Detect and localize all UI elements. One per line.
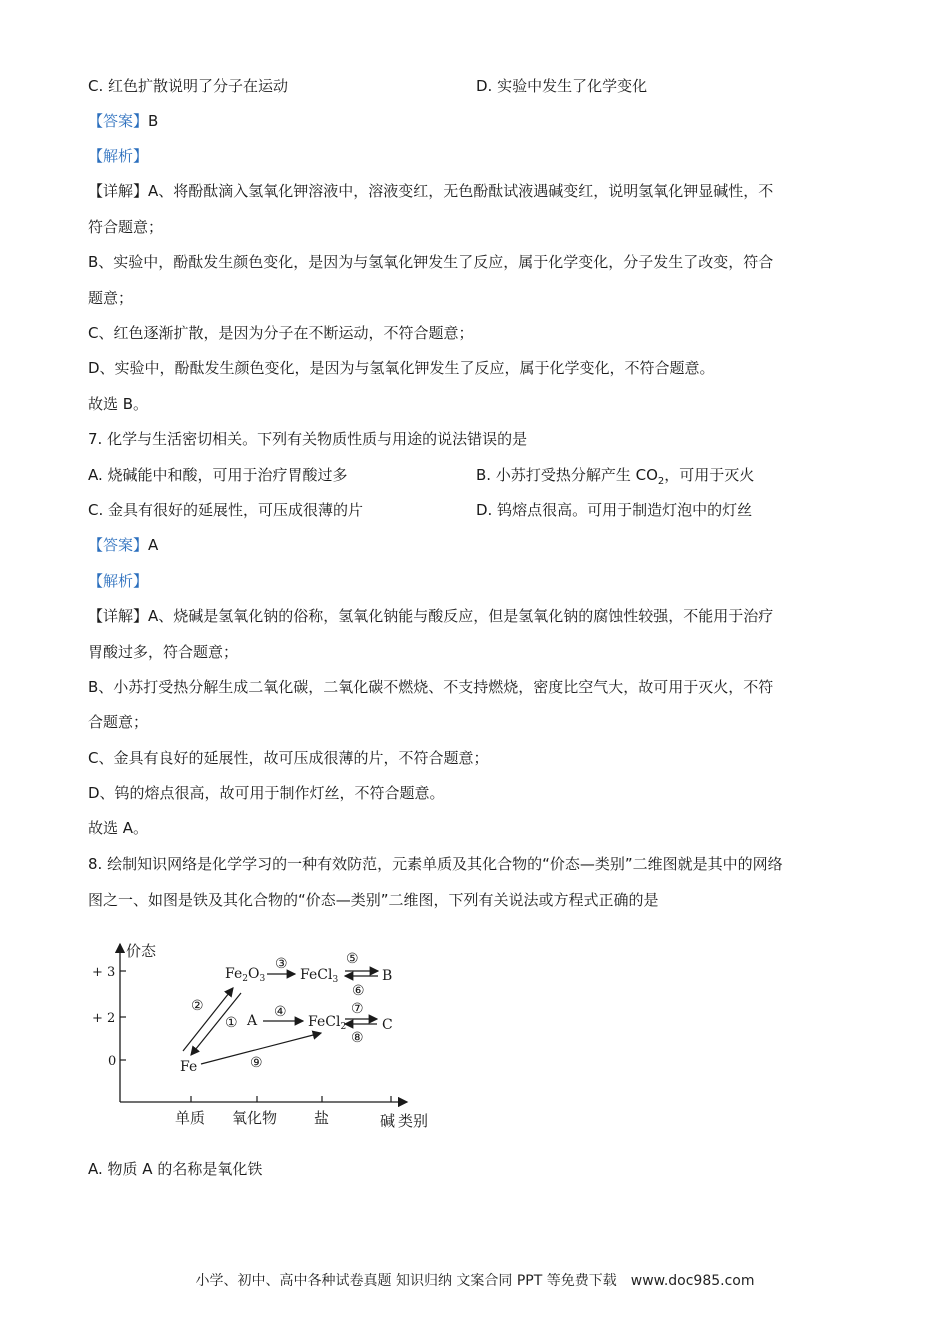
q6-detail-4: D、实验中，酚酞发生颜色变化，是因为与氢氧化钾发生了反应，属于化学变化，不符合题意。	[88, 359, 715, 377]
page-footer	[0, 1270, 950, 1290]
q7-stem: 7. 化学与生活密切相关。下列有关物质性质与用途的说法错误的是	[88, 430, 528, 448]
node-fe2o3: $Fe_2O_3$	[225, 966, 266, 984]
q6-conclusion: 故选 B。	[88, 395, 149, 413]
arrow-label-6: ⑥	[352, 983, 365, 999]
q6-detail-1b: 符合题意；	[88, 218, 164, 236]
node-c: C	[382, 1017, 393, 1033]
q7-detail-2b: 合题意；	[88, 713, 149, 731]
q6-analysis-tag: 【解析】	[88, 147, 149, 165]
answer-tag: 【答案】	[88, 536, 149, 554]
arrow-label-2: ②	[191, 998, 204, 1014]
detail-text: A、将酚酞滴入氢氧化钾溶液中，溶液变红，无色酚酞试液遇碱变红，说明氢氧化钾显碱性，不	[148, 182, 774, 200]
y-tick-zero: 0	[108, 1054, 117, 1069]
node-a: A	[247, 1013, 258, 1029]
q6-option-c: C. 红色扩散说明了分子在运动	[88, 77, 289, 95]
q7-detail-1a	[88, 606, 773, 626]
q7-detail-3: C、金具有良好的延展性，故可压成很薄的片，不符合题意；	[88, 749, 489, 767]
answer-value: A	[148, 536, 159, 554]
x-tick-salt: 盐	[314, 1109, 330, 1127]
q6-detail-3: C、红色逐渐扩散，是因为分子在不断运动，不符合题意；	[88, 324, 474, 342]
arrow-label-9: ⑨	[250, 1055, 263, 1071]
node-fe: Fe	[180, 1059, 198, 1075]
q8-stem-a: 8. 绘制知识网络是化学学习的一种有效防范，元素单质及其化合物的“价态—类别”二维图就是其中的网络	[88, 855, 783, 873]
q7-option-d: D. 钨熔点很高。可用于制造灯泡中的灯丝	[476, 501, 753, 519]
q7-detail-4: D、钨的熔点很高，故可用于制作灯丝，不符合题意。	[88, 784, 445, 802]
y-tick-plus2: + 2	[92, 1011, 116, 1026]
q8-option-a: A. 物质 A 的名称是氧化铁	[88, 1160, 263, 1178]
detail-tag: 【详解】	[88, 607, 149, 625]
diagram-svg	[92, 938, 445, 1133]
footer-text: 小学、初中、高中各种试卷真题 知识归纳 文案合同 PPT 等免费下载	[195, 1273, 617, 1289]
q7-answer	[88, 535, 158, 555]
detail-text: A、烧碱是氢氧化钠的俗称，氢氧化钠能与酸反应，但是氢氧化钠的腐蚀性较强，不能用于治疗	[148, 607, 774, 625]
q6-detail-2a: B、实验中，酚酞发生颜色变化，是因为与氢氧化钾发生了反应，属于化学变化，分子发生了改变，符合	[88, 253, 774, 271]
arrow-label-7: ⑦	[351, 1001, 364, 1017]
arrow-label-8: ⑧	[351, 1030, 364, 1046]
x-tick-base: 碱	[380, 1112, 396, 1130]
option-b-text-end: ，可用于灭火	[664, 466, 755, 484]
footer-url[interactable]: www.doc985.com	[630, 1273, 755, 1289]
y-axis-label: 价态	[126, 942, 157, 960]
y-tick-plus3: + 3	[92, 965, 116, 980]
arrow-label-5: ⑤	[346, 951, 359, 967]
x-axis-label: 类别	[398, 1112, 429, 1130]
node-fecl2: FeCl$_2$	[308, 1014, 347, 1032]
answer-tag: 【答案】	[88, 112, 149, 130]
q7-detail-1b: 胃酸过多，符合题意；	[88, 643, 239, 661]
arrow-label-1: ①	[225, 1015, 238, 1031]
arrow-label-3: ③	[275, 956, 288, 972]
q6-option-d: D. 实验中发生了化学变化	[476, 77, 648, 95]
answer-value: B	[148, 112, 159, 130]
q6-detail-1a	[88, 181, 773, 201]
q7-option-a: A. 烧碱能中和酸，可用于治疗胃酸过多	[88, 466, 348, 484]
q7-option-b	[476, 465, 754, 492]
x-tick-element: 单质	[175, 1109, 206, 1127]
node-fecl3: FeCl$_3$	[300, 967, 339, 985]
q7-detail-2a: B、小苏打受热分解生成二氧化碳，二氧化碳不燃烧、不支持燃烧，密度比空气大，故可用于灭火，不符	[88, 678, 774, 696]
q6-detail-2b: 题意；	[88, 289, 134, 307]
q6-answer	[88, 111, 158, 131]
q8-stem-b: 图之一、如图是铁及其化合物的“价态—类别”二维图，下列有关说法或方程式正确的是	[88, 891, 659, 909]
q7-conclusion: 故选 A。	[88, 819, 149, 837]
node-b: B	[382, 968, 393, 984]
detail-tag: 【详解】	[88, 182, 149, 200]
arrow-label-4: ④	[274, 1004, 287, 1020]
option-b-subscript: 2	[657, 476, 665, 487]
valence-category-diagram	[92, 938, 445, 1133]
x-tick-oxide: 氧化物	[232, 1109, 278, 1127]
q7-analysis-tag: 【解析】	[88, 572, 149, 590]
option-b-text: B. 小苏打受热分解产生 CO	[476, 466, 658, 484]
q7-option-c: C. 金具有很好的延展性，可压成很薄的片	[88, 501, 364, 519]
